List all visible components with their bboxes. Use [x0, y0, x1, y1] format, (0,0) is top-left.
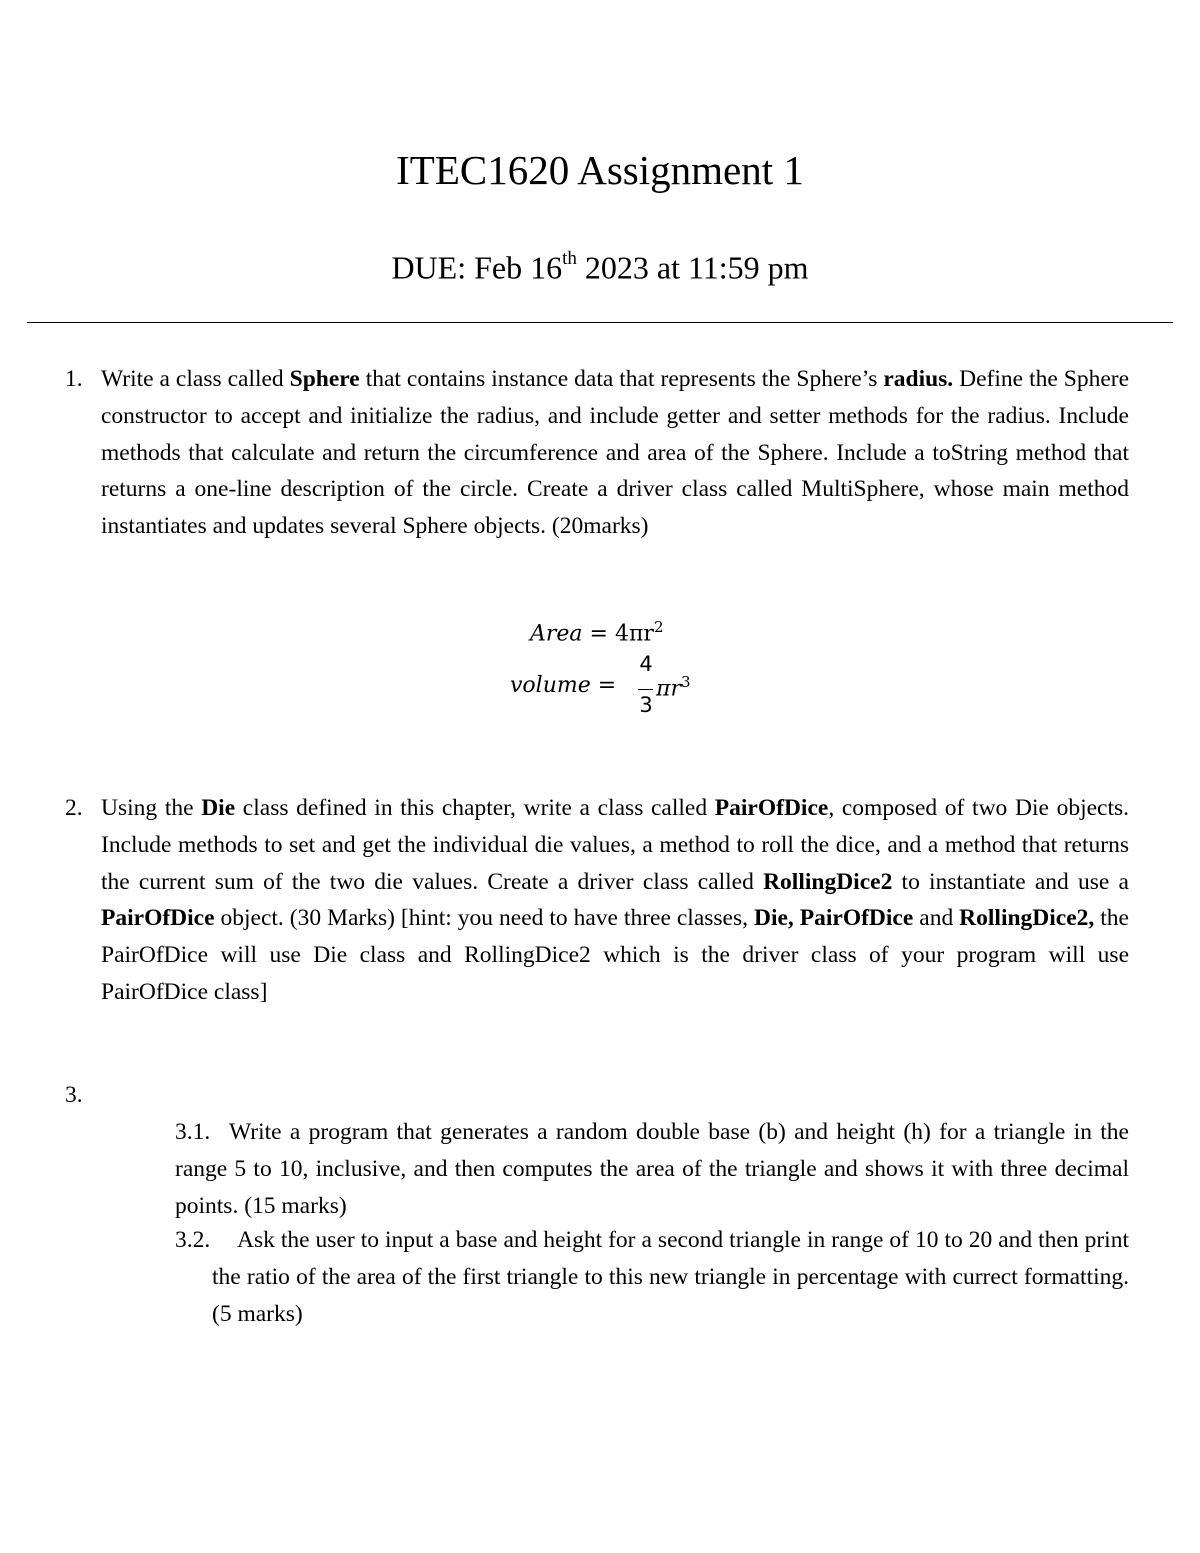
question-3-2-text	[212, 1222, 1129, 1332]
q1-text-3: Define the Sphere constructor to accept and initialize the radius, and include getter and setter methods for the radius. Include methods that calculate and return the circumference and area of the Sphere. Include a toString method that returns a one-line description of the circle. Create a driver class called MultiSphere, whose main method instantiates and updates several Sphere objects. (20marks)	[101, 366, 1130, 540]
volume-equation-rhs	[656, 673, 691, 701]
volume-numerator: 4	[639, 652, 653, 676]
question-3-number: 3.	[65, 1082, 83, 1108]
area-exponent: 2	[653, 618, 664, 636]
q2-bold-classes: Die, PairOfDice	[753, 905, 914, 932]
question-3-1-number: 3.1.	[175, 1119, 211, 1145]
q2-bold-pairofdice-2: PairOfDice	[101, 905, 215, 932]
q2-text-3: , composed of two Die objects. Include methods to set and get the individual die values, a method to roll the dice, and a method that returns the current sum of the two die values. Create a driver class called	[101, 795, 1130, 895]
due-suffix: 2023 at 11:59 pm	[576, 249, 809, 286]
volume-fraction-bar	[638, 689, 653, 690]
volume-lhs: volume	[510, 673, 591, 698]
page-title: ITEC1620 Assignment 1	[396, 147, 804, 193]
q2-bold-die: Die	[201, 795, 236, 821]
q2-text-5: object. (30 Marks) [hint: you need to have three classes,	[214, 905, 754, 932]
area-rhs: = 4πr	[589, 621, 654, 647]
q2-text-1: Using the	[101, 795, 202, 821]
q1-bold-sphere: Sphere	[289, 366, 360, 392]
question-3-1-text	[175, 1114, 1129, 1224]
q3-1-text: Write a program that generates a random double base (b) and height (h) for a triangle in the range 5 to 10, inclusive, and then computes the area of the triangle and shows it with three decimal points. (15 marks)	[175, 1119, 1129, 1219]
volume-rest: πr	[656, 676, 681, 702]
volume-equals: =	[597, 673, 617, 698]
q1-text-1: Write a class called	[101, 366, 290, 392]
q1-bold-radius: radius.	[883, 366, 954, 392]
q2-text-7: the PairOfDice will use Die class and RollingDice2 which is the driver class of your program will use PairOfDice class]	[101, 905, 1129, 1005]
question-2-number: 2.	[65, 795, 83, 821]
q2-text-2: class defined in this chapter, write a class called	[235, 795, 715, 821]
q2-text-6: and	[913, 905, 960, 932]
due-ordinal-suffix: th	[562, 248, 577, 269]
header-divider	[27, 322, 1173, 323]
volume-exponent: 3	[680, 673, 691, 691]
q1-text-2: that contains instance data that represents the Sphere’s	[359, 366, 884, 392]
q2-bold-pairofdice: PairOfDice	[714, 795, 829, 821]
question-1-text	[101, 361, 1129, 545]
volume-equation-lhs	[510, 673, 616, 698]
q2-text-4: to instantiate and use a	[892, 868, 1129, 895]
q2-bold-rollingdice2: RollingDice2	[763, 868, 893, 895]
q2-bold-rollingdice2-2: RollingDice2,	[959, 905, 1095, 932]
area-lhs: Area	[530, 621, 583, 647]
question-1-number: 1.	[65, 366, 83, 392]
due-prefix: DUE: Feb 16	[391, 249, 563, 286]
question-2-text	[101, 790, 1129, 1011]
question-3-2-number: 3.2.	[175, 1227, 211, 1253]
q3-2-text: Ask the user to input a base and height for a second triangle in range of 10 to 20 and then print the ratio of the area of the first triangle to this new triangle in percentage with currect formatting. (5 marks)	[212, 1227, 1129, 1327]
volume-denominator: 3	[639, 693, 653, 717]
due-date	[0, 240, 1200, 290]
area-equation	[530, 618, 664, 646]
